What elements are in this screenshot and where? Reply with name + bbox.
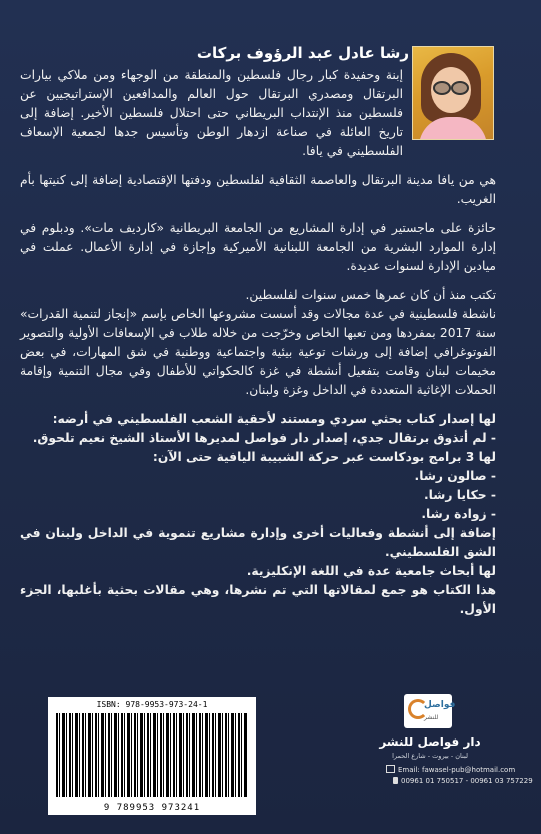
- publisher-phone: [393, 777, 533, 785]
- bio-paragraph-projects: إضافة إلى أنشطة وفعاليات أخرى وإدارة مشاريع تنموية في الداخل ولبنان في الشق الفلسطيني.: [20, 526, 496, 559]
- bio-paragraph-writing: تكتب منذ أن كان عمرها خمس سنوات لفلسطين.: [245, 288, 496, 302]
- barcode-digits: 9 789953 973241: [54, 803, 250, 813]
- publisher-logo-word: فواصل: [424, 700, 456, 710]
- podcast-item-salon: - صالون رشا.: [414, 469, 496, 483]
- bio-paragraph-family: إبنة وحفيدة كبار رجال فلسطين والمنطقة من الوجهاء ومن ملاكي بيارات البرتقال ومصدري البرتقال حول العالم والمدافعين الإستراتيجيين عن فلسطين منذ الإنتداب البريطاني حتى احتلال فلسطين الأخير. إضافة إلى تاريخ العائلة في صناعة ازدهار الوطن وتأسيس جدها لجمعية الإسعاف الفلسطيني في يافا.: [20, 68, 403, 158]
- barcode-bars: [56, 713, 248, 797]
- bio-paragraph-research: لها أبحاث جامعية عدة في اللغة الإنكليزية.: [246, 564, 496, 578]
- isbn-barcode: [48, 697, 256, 815]
- publisher-phone-text: 00961 01 750517 - 00961 03 757229: [401, 777, 533, 785]
- bio-book-item: - لم أتذوق برتقال جدي، إصدار دار فواصل لمديرها الأستاذ الشيخ نعيم تلحوق.: [32, 431, 496, 445]
- author-name: رشا عادل عبد الرؤوف بركات: [196, 44, 409, 62]
- publisher-email-text: Email: fawasel-pub@hotmail.com: [398, 766, 516, 774]
- bio-paragraph-book-description: هذا الكتاب هو جمع لمقالاتها التي تم نشرها، وهي مقالات بحثية بأغلبها، الجزء الأول.: [20, 583, 496, 616]
- publisher-logo-sub: للنشر: [424, 714, 439, 721]
- publisher-name: دار فواصل للنشر: [379, 735, 481, 749]
- biography-text: [20, 66, 496, 629]
- bio-paragraph-podcasts: لها 3 برامج بودكاست عبر حركة الشبيبة اليافية حتى الآن:: [152, 450, 496, 464]
- podcast-item-zawada: - زوادة رشا.: [421, 507, 496, 521]
- publisher-logo: [404, 694, 456, 728]
- publisher-email: [386, 765, 515, 774]
- podcast-item-hakaya: - حكايا رشا.: [424, 488, 496, 502]
- phone-icon: [393, 777, 398, 784]
- bio-paragraph-activism: ناشطة فلسطينية في عدة مجالات وقد أسست مشروعها الخاص بإسم «إنجاز لتنمية القدرات» سنة 2017 بمفردها ومن تعبها الخاص وخرّجت من خلاله طلاب في الإسعافات الأولية والتصوير الفوتوغرافي إضافة إلى ورشات توعية بيئية واجتماعية ووطنية في شق المهارات، في بعض مخيمات لبنان وقامت بتفعيل أنشطة في غزة كالحكواتي للأطفال وفي مجال التنمية وإقامة الحملات الإغاثية المتعددة في الداخل وغزة ولبنان.: [20, 307, 496, 397]
- isbn-number: ISBN: 978-9953-973-24-1: [96, 700, 208, 709]
- bio-paragraph-jaffa: هي من يافا مدينة البرتقال والعاصمة الثقافية لفلسطين ودفتها الإقتصادية إضافة إلى كنيتها بأم الغريب.: [20, 173, 496, 206]
- publisher-address: لبنان - بيروت - شارع الحمرا: [392, 752, 468, 760]
- bio-paragraph-book: لها إصدار كتاب بحثي سردي ومستند لأحقية الشعب الفلسطيني في أرضه:: [52, 412, 496, 426]
- email-icon: [386, 765, 395, 773]
- bio-paragraph-education: حائزة على ماجستير في إدارة المشاريع من الجامعة البريطانية «كارديف مات». ودبلوم في إدارة الموارد البشرية من الجامعة اللبنانية الأميركية وإجازة في إدارة الأعمال. عملت في ميادين الإدارة لسنوات عديدة.: [20, 221, 496, 273]
